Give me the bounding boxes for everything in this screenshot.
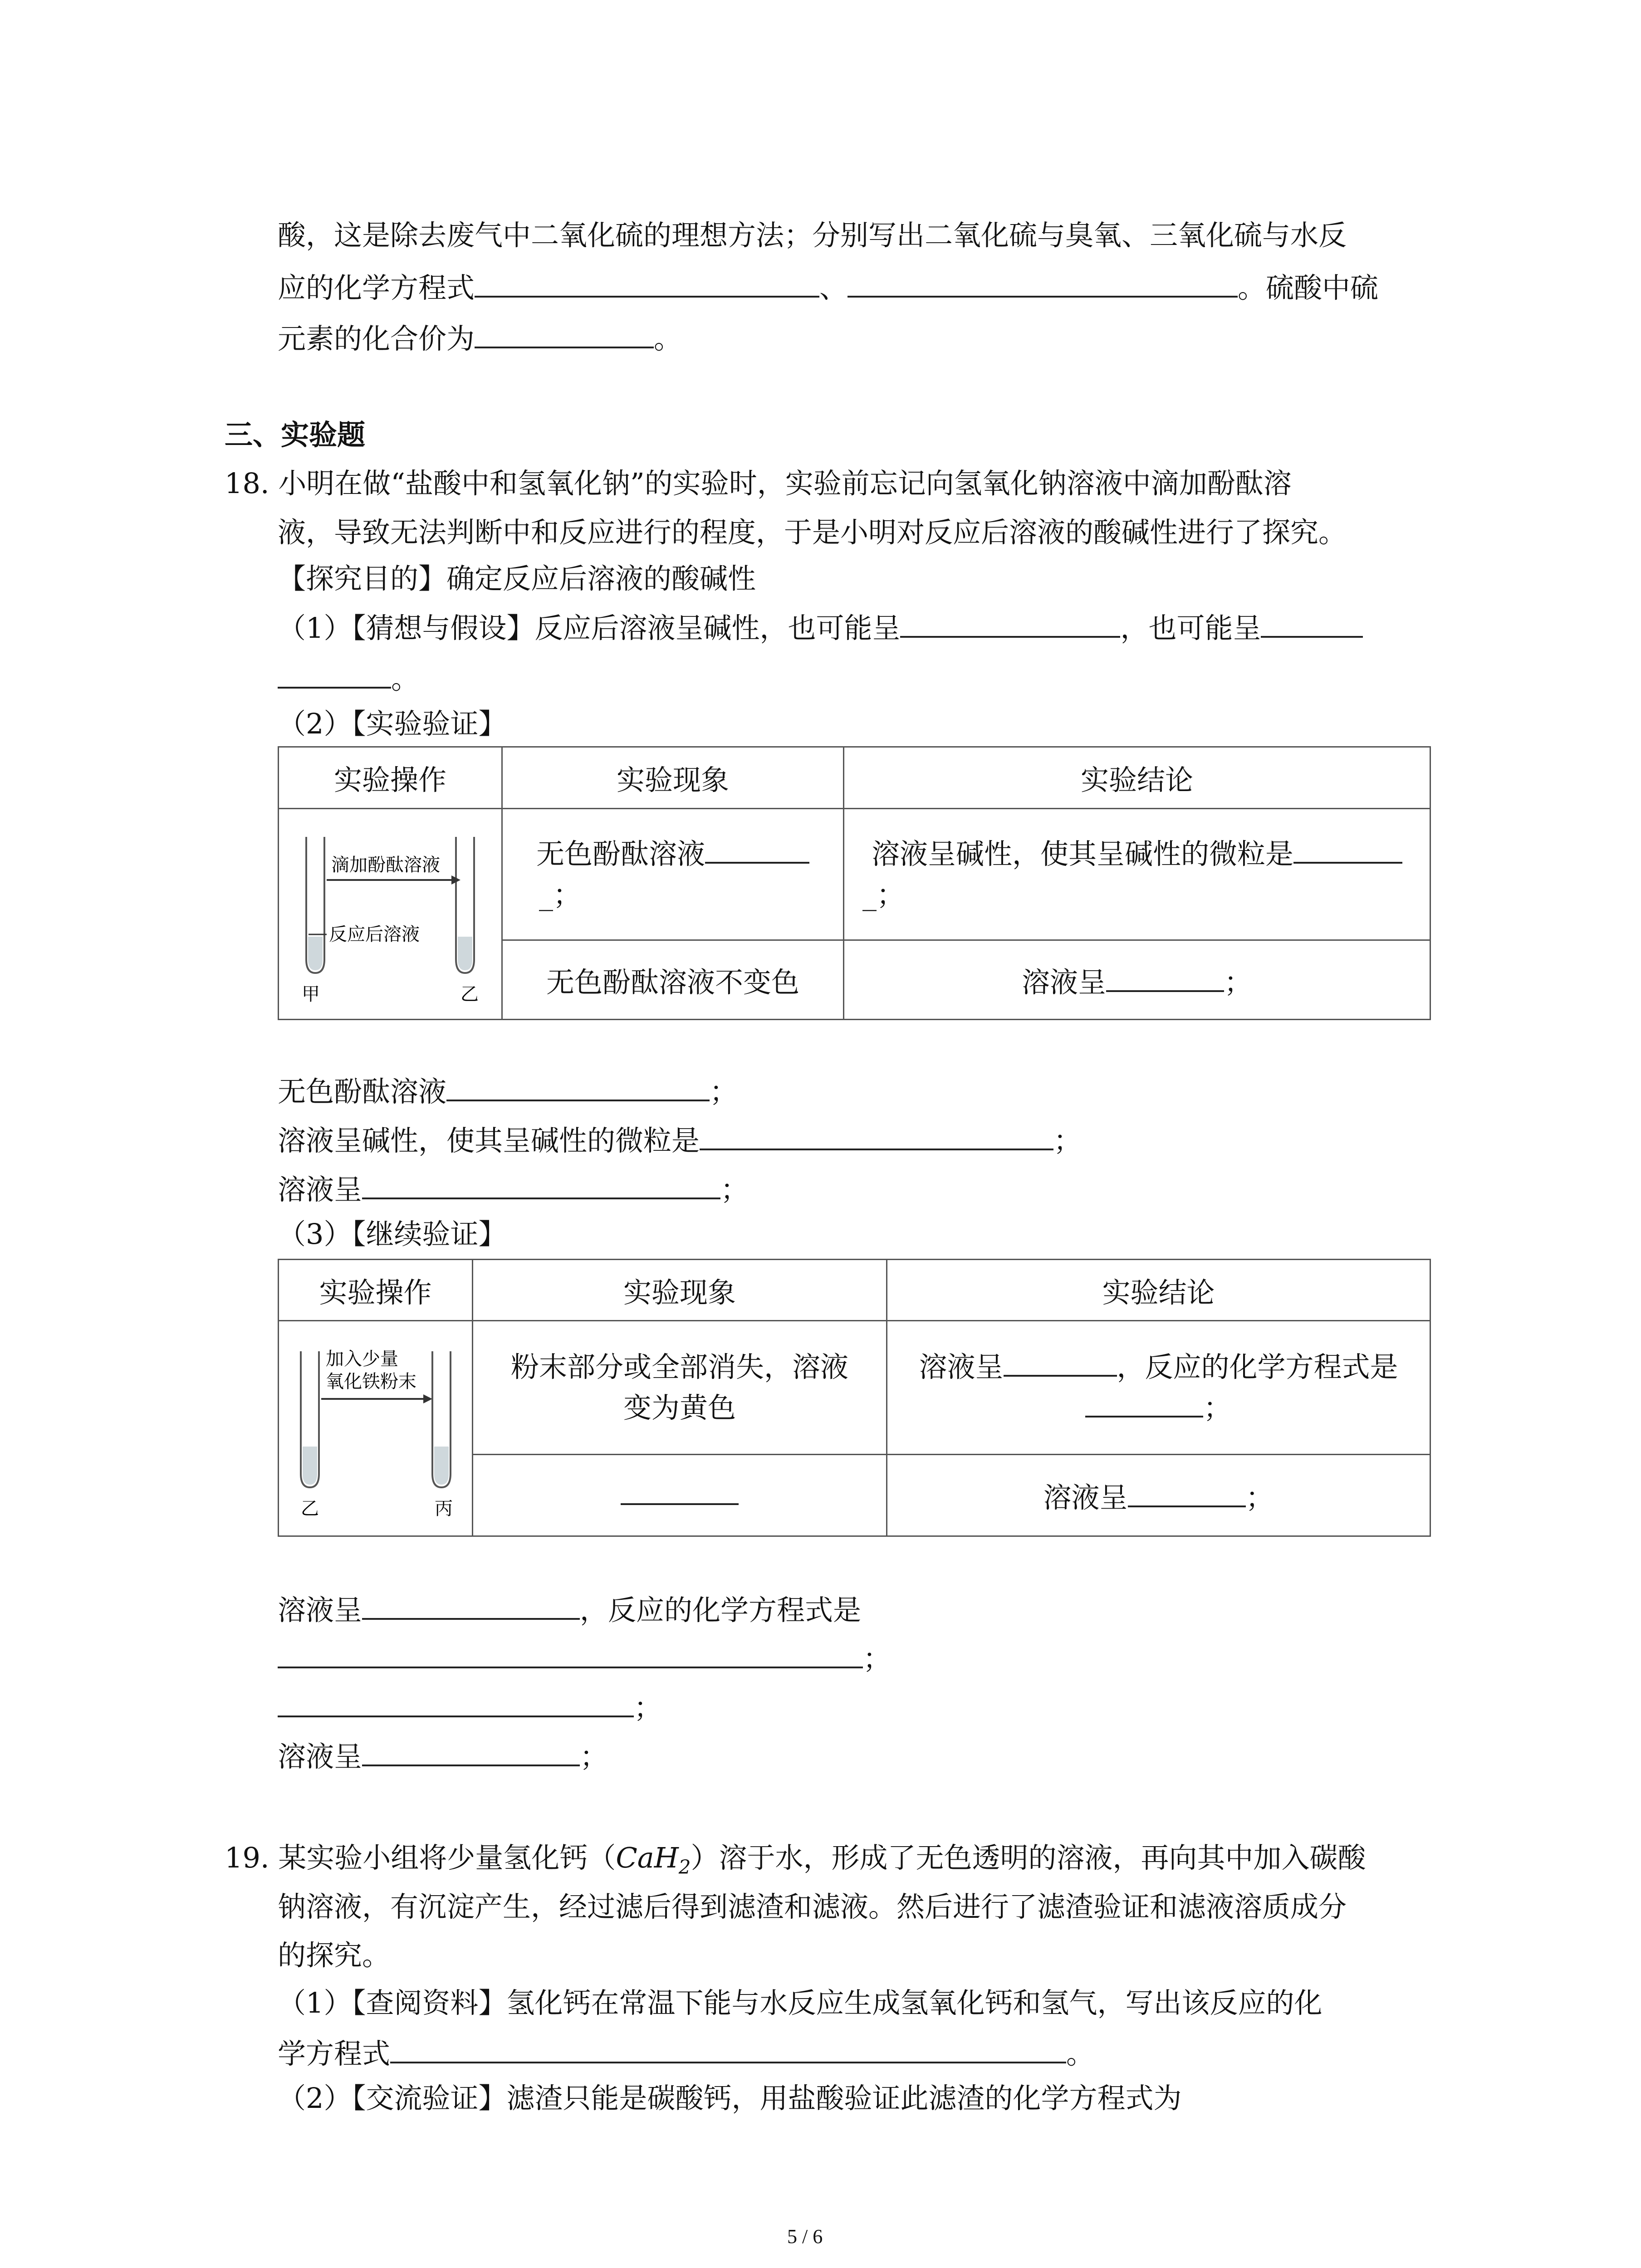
blank-t1-particle[interactable] bbox=[1293, 838, 1402, 864]
table1-figure-cell bbox=[279, 809, 502, 1020]
fig-label-add-small: 加入少量 bbox=[325, 1349, 398, 1369]
test-tube-diagram-1 bbox=[284, 819, 497, 1009]
table2-r2-conclusion: 溶液呈 ； bbox=[887, 1455, 1430, 1536]
q17-line3: 元素的化合价为 。 bbox=[278, 322, 682, 355]
q18-p3-title: （3）【继续验证】 bbox=[278, 1217, 507, 1251]
arrow-head bbox=[423, 1394, 432, 1403]
table1-header-phenomenon: 实验现象 bbox=[502, 747, 844, 809]
ans-phenolphthalein: 无色酚酞溶液 ； bbox=[278, 1075, 738, 1108]
section-title: 三、实验题 bbox=[225, 418, 366, 451]
table1-header-conclusion: 实验结论 bbox=[844, 747, 1430, 809]
q19-line2: 钠溶液，有沉淀产生，经过滤后得到滤渣和滤液。然后进行了滤渣验证和滤液溶质成分 bbox=[278, 1890, 1347, 1923]
ans-nature: 溶液呈 ； bbox=[278, 1173, 749, 1206]
test-tube-diagram-2 bbox=[283, 1333, 469, 1524]
experiment-table-2 bbox=[278, 1259, 1431, 1537]
blank-t2-equation[interactable] bbox=[1085, 1392, 1203, 1418]
ans-particle: 溶液呈碱性，使其呈碱性的微粒是 ； bbox=[278, 1124, 1082, 1157]
q18-p1-cont: 。 bbox=[278, 663, 419, 693]
q18-line1: 18. 小明在做“盐酸中和氢氧化钠”的实验时，实验前忘记向氢氧化钠溶液中滴加酚酞溶 bbox=[225, 467, 1292, 500]
fig-label-tube-bing: 丙 bbox=[434, 1498, 453, 1519]
blank-ans-phenomenon[interactable] bbox=[278, 1692, 634, 1717]
fig-label-add-phenolphthalein: 滴加酚酞溶液 bbox=[331, 855, 440, 875]
blank-hypothesis-1[interactable] bbox=[900, 612, 1120, 638]
fig-label-tube-yi: 乙 bbox=[460, 984, 479, 1005]
formula-cah2: CaH bbox=[616, 1841, 679, 1874]
test-tube-left bbox=[306, 837, 324, 973]
q19-line3: 的探究。 bbox=[278, 1939, 391, 1972]
table2-r2-phenomenon bbox=[473, 1455, 887, 1536]
q17-line1: 酸，这是除去废气中二氧化硫的理想方法；分别写出二氧化硫与臭氧、三氧化硫与水反 bbox=[278, 219, 1347, 252]
table2-header-phenomenon: 实验现象 bbox=[473, 1260, 887, 1321]
ans-nature-2: 溶液呈 ； bbox=[278, 1740, 608, 1773]
blank-t2-nature-2[interactable] bbox=[1128, 1482, 1246, 1507]
ans-acidic: 溶液呈 ，反应的化学方程式是 bbox=[278, 1593, 862, 1627]
table1-r1-phenomenon: 无色酚酞溶液 _； bbox=[502, 809, 844, 940]
page-number: 5 / 6 bbox=[787, 2225, 823, 2248]
table1-header-operation: 实验操作 bbox=[279, 747, 502, 809]
fig-label-tube-jia: 甲 bbox=[302, 984, 320, 1005]
blank-so2-o3-equation[interactable] bbox=[475, 272, 819, 298]
blank-t2-phenomenon[interactable] bbox=[621, 1480, 739, 1505]
blank-hypothesis-2a[interactable] bbox=[1261, 612, 1363, 638]
q17-line2: 应的化学方程式 、 。硫酸中硫 bbox=[278, 271, 1379, 304]
ans-phenomenon-line: ； bbox=[278, 1692, 662, 1722]
q18-purpose: 【探究目的】确定反应后溶液的酸碱性 bbox=[278, 562, 756, 595]
table2-header-conclusion: 实验结论 bbox=[887, 1260, 1430, 1321]
blank-ans-equation[interactable] bbox=[278, 1643, 863, 1668]
ans-equation-line: ； bbox=[278, 1643, 891, 1673]
q18-p2-title: （2）【实验验证】 bbox=[278, 707, 507, 740]
blank-hypothesis-2b[interactable] bbox=[278, 663, 391, 689]
blank-ans-nature-2[interactable] bbox=[362, 1741, 580, 1766]
table2-r1-conclusion: 溶液呈 ，反应的化学方程式是 ； bbox=[887, 1321, 1430, 1455]
table1-r2-conclusion: 溶液呈 ； bbox=[844, 940, 1430, 1020]
blank-ans-nature[interactable] bbox=[362, 1174, 720, 1199]
table1-r2-phenomenon: 无色酚酞溶液不变色 bbox=[502, 940, 844, 1020]
blank-t1-color[interactable] bbox=[705, 838, 809, 864]
q19-p2: （2）【交流验证】滤渣只能是碳酸钙，用盐酸验证此滤渣的化学方程式为 bbox=[278, 2082, 1182, 2115]
blank-ans-particle[interactable] bbox=[700, 1125, 1053, 1150]
blank-t1-nature[interactable] bbox=[1106, 967, 1224, 992]
fig-label-tube-yi: 乙 bbox=[300, 1498, 319, 1519]
blank-so3-h2o-equation[interactable] bbox=[847, 272, 1238, 298]
blank-t2-nature[interactable] bbox=[1004, 1351, 1117, 1377]
table2-figure-cell bbox=[279, 1321, 473, 1536]
blank-cah2-equation[interactable] bbox=[390, 2038, 1066, 2063]
table2-r1-phenomenon: 粉末部分或全部消失，溶液 变为黄色 bbox=[473, 1321, 887, 1455]
q18-p1: （1）【猜想与假设】反应后溶液呈碱性，也可能呈 ，也可能呈 bbox=[278, 612, 1363, 642]
experiment-table-1 bbox=[278, 746, 1431, 1020]
q18-line2: 液，导致无法判断中和反应进行的程度，于是小明对反应后溶液的酸碱性进行了探究。 bbox=[278, 516, 1347, 549]
test-tube-right bbox=[432, 1351, 451, 1487]
fig-label-fe2o3-powder: 氧化铁粉末 bbox=[325, 1371, 416, 1392]
q19-p1-line2: 学方程式 。 bbox=[278, 2037, 1095, 2070]
q19-p1-line1: （1）【查阅资料】氢化钙在常温下能与水反应生成氢氧化钙和氢气，写出该反应的化 bbox=[278, 1986, 1323, 2019]
table1-r1-conclusion: 溶液呈碱性，使其呈碱性的微粒是 _； bbox=[844, 809, 1430, 940]
blank-ans-acidic[interactable] bbox=[362, 1594, 580, 1620]
blank-ans-color[interactable] bbox=[446, 1076, 710, 1101]
test-tube-right bbox=[456, 837, 474, 973]
test-tube-left bbox=[301, 1351, 319, 1487]
blank-sulfur-valence[interactable] bbox=[475, 323, 654, 348]
q19-line1: 19. 某实验小组将少量氢化钙（CaH$_2$）溶于水，形成了无色透明的溶液，再向其中加入碳酸 bbox=[225, 1841, 1366, 1878]
table2-header-operation: 实验操作 bbox=[279, 1260, 473, 1321]
fig-label-reacted-solution: 反应后溶液 bbox=[329, 924, 420, 945]
